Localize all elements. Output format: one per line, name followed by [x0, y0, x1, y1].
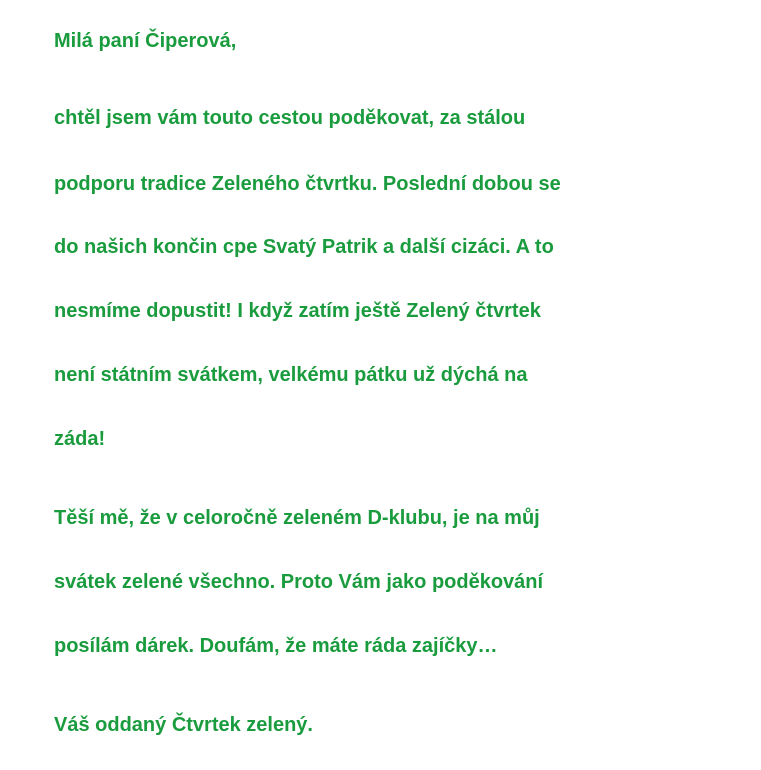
paragraph-1-line-1: chtěl jsem vám touto cestou poděkovat, za stálou [54, 107, 526, 129]
paragraph-1-line-4: nesmíme dopustit! I když zatím ještě Zelený čtvrtek [54, 300, 541, 322]
paragraph-2-line-1: Těší mě, že v celoročně zeleném D-klubu, je na můj [54, 507, 540, 529]
greeting: Milá paní Čiperová, [54, 30, 237, 52]
signature: Váš oddaný Čtvrtek zelený. [54, 714, 313, 736]
paragraph-1-line-5: není státním svátkem, velkému pátku už dýchá na [54, 364, 528, 386]
paragraph-2-line-3: posílám dárek. Doufám, že máte ráda zajíčky… [54, 635, 498, 657]
paragraph-1-line-2: podporu tradice Zeleného čtvrtku. Poslední dobou se [54, 173, 561, 195]
paragraph-2-line-2: svátek zelené všechno. Proto Vám jako poděkování [54, 571, 544, 593]
paragraph-1-line-3: do našich končin cpe Svatý Patrik a další cizáci. A to [54, 236, 554, 258]
paragraph-1-line-6: záda! [54, 428, 106, 450]
